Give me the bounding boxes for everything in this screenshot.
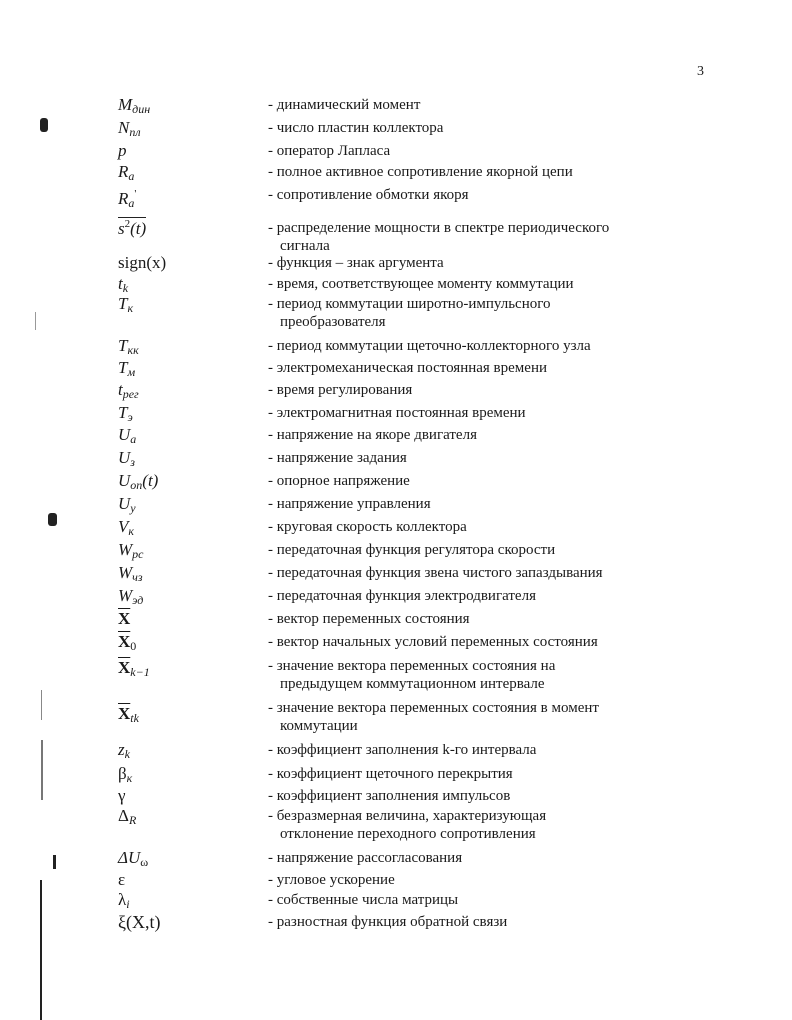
symbol: $\beta_к$: [118, 764, 133, 785]
description: - передаточная функция электродвигателя: [268, 588, 536, 604]
description: - время регулирования: [268, 382, 413, 398]
list-item: [0, 185, 792, 213]
description: - оператор Лапласа: [268, 143, 391, 159]
list-item: [0, 358, 792, 380]
page-number: 3: [697, 64, 704, 79]
list-item: [0, 656, 792, 698]
symbol: p: [118, 141, 127, 160]
description: - разностная функция обратной связи: [268, 914, 508, 930]
symbol: γ: [118, 786, 126, 805]
symbol: $V_к$: [118, 517, 135, 538]
description: - динамический момент: [268, 97, 421, 113]
description: - коэффициент заполнения k-го интервала: [268, 742, 537, 758]
description: - напряжение задания: [268, 450, 407, 466]
symbol: $W_{эд}$: [118, 586, 144, 607]
symbol: sign(x): [118, 253, 167, 272]
description: - вектор начальных условий переменных состояния: [268, 634, 598, 650]
symbol: $T_м$: [118, 358, 136, 379]
symbol: $t_k$: [118, 274, 129, 295]
symbol: $\lambda_i$: [118, 890, 130, 911]
symbol: $\overline{X}_{tk}$: [118, 704, 139, 725]
list-item: [0, 294, 792, 336]
symbol: $N_{пл}$: [118, 118, 141, 139]
symbol: $T_к$: [118, 294, 134, 315]
list-item: [0, 698, 792, 740]
description: - функция – знак аргумента: [268, 255, 444, 271]
description: - коэффициент щеточного перекрытия: [268, 766, 513, 782]
list-item: [0, 563, 792, 586]
list-item: [0, 274, 792, 294]
list-item: [0, 471, 792, 494]
list-item: [0, 403, 792, 425]
description: - число пластин коллектора: [268, 120, 444, 136]
description: - безразмерная величина, характеризующая отклонение переходного сопротивления: [268, 808, 547, 842]
symbol: $R_a$: [118, 162, 135, 183]
description: - напряжение на якоре двигателя: [268, 427, 477, 443]
symbol: $\Delta_R$: [118, 806, 137, 827]
list-item: [0, 213, 792, 253]
description: - вектор переменных состояния: [268, 611, 470, 627]
description: - значение вектора переменных состояния в момент коммутации: [268, 700, 599, 734]
description: - электромеханическая постоянная времени: [268, 360, 548, 376]
list-item: [0, 517, 792, 540]
description: - напряжение управления: [268, 496, 431, 512]
symbol: $\overline{X}_0$: [118, 632, 137, 653]
list-item: [0, 380, 792, 403]
symbol: ε: [118, 870, 126, 889]
symbol: $s^2(t)$: [118, 218, 147, 238]
list-item: [0, 162, 792, 185]
symbol: ξ(X,t): [118, 912, 161, 932]
list-item: [0, 890, 792, 912]
symbol: $W_{рс}$: [118, 540, 144, 561]
list-item: [0, 95, 792, 118]
list-item: [0, 764, 792, 786]
description: - напряжение рассогласования: [268, 850, 463, 866]
list-item: [0, 118, 792, 141]
notation-list: [0, 95, 792, 936]
list-item: [0, 870, 792, 890]
symbol: $M_{дин}$: [118, 95, 151, 116]
list-item: [0, 912, 792, 936]
symbol: $U_{оп}(t)$: [118, 471, 159, 492]
list-item: [0, 253, 792, 274]
description: - угловое ускорение: [268, 872, 395, 888]
description: - период коммутации широтно-импульсного преобразователя: [268, 296, 551, 330]
description: - собственные числа матрицы: [268, 892, 459, 908]
list-item: [0, 336, 792, 358]
list-item: [0, 448, 792, 471]
description: - круговая скорость коллектора: [268, 519, 467, 535]
symbol: $\overline{X}_{k-1}$: [118, 658, 150, 679]
symbol: $T_э$: [118, 403, 133, 424]
symbol: $R_a'$: [118, 188, 137, 210]
list-item: [0, 609, 792, 632]
description: - полное активное сопротивление якорной цепи: [268, 164, 573, 180]
list-item: [0, 586, 792, 609]
symbol: $\overline{X}$: [118, 609, 131, 628]
symbol: $z_k$: [118, 740, 130, 761]
list-item: [0, 540, 792, 563]
description: - передаточная функция звена чистого запаздывания: [268, 565, 603, 581]
symbol: $U_з$: [118, 448, 135, 469]
description: - время, соответствующее моменту коммутации: [268, 276, 574, 292]
list-item: [0, 806, 792, 848]
description: - опорное напряжение: [268, 473, 410, 489]
description: - распределение мощности в спектре периодического сигнала: [268, 220, 610, 254]
description: - сопротивление обмотки якоря: [268, 187, 469, 203]
symbol: $W_{чз}$: [118, 563, 143, 584]
list-item: [0, 494, 792, 517]
description: - передаточная функция регулятора скорости: [268, 542, 556, 558]
list-item: [0, 425, 792, 448]
list-item: [0, 740, 792, 764]
description: - коэффициент заполнения импульсов: [268, 788, 511, 804]
symbol: $U_y$: [118, 494, 136, 515]
list-item: [0, 848, 792, 870]
symbol: $\Delta U_\omega$: [118, 848, 149, 869]
symbol: $t_{рег}$: [118, 380, 139, 401]
description: - электромагнитная постоянная времени: [268, 405, 526, 421]
description: - период коммутации щеточно-коллекторного узла: [268, 338, 591, 354]
list-item: [0, 141, 792, 162]
list-item: [0, 786, 792, 806]
description: - значение вектора переменных состояния на предыдущем коммутационном интервале: [268, 658, 556, 692]
list-item: [0, 632, 792, 656]
symbol: $T_{кк}$: [118, 336, 139, 357]
symbol: $U_a$: [118, 425, 137, 446]
